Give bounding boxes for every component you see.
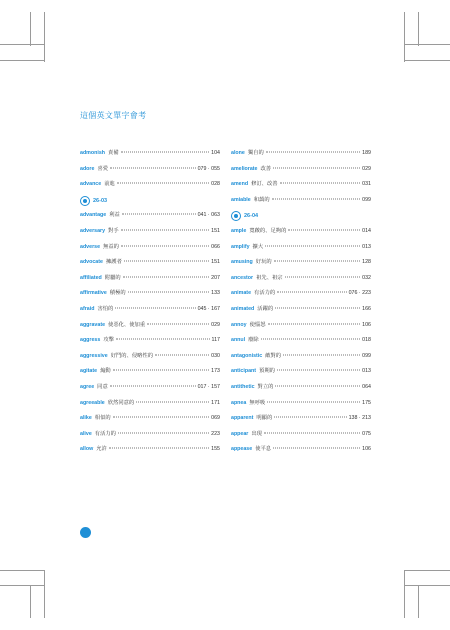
index-entry bbox=[80, 224, 220, 240]
entry-page: 031 bbox=[362, 181, 371, 188]
entry-page: 151 bbox=[211, 227, 220, 234]
entry-word: amend bbox=[231, 181, 249, 188]
entry-meaning: 擴大 bbox=[252, 243, 264, 250]
entry-page: 099 bbox=[362, 196, 371, 203]
entry-meaning: 擁護者 bbox=[105, 259, 122, 266]
entry-word: affirmative bbox=[80, 290, 107, 297]
index-entry bbox=[80, 208, 220, 224]
index-entry bbox=[231, 318, 371, 334]
entry-meaning: 對立的 bbox=[257, 383, 274, 390]
index-entry bbox=[231, 396, 371, 412]
dot-leader bbox=[121, 229, 210, 230]
crop-mark-top-left-v bbox=[44, 12, 45, 62]
index-entry bbox=[80, 411, 220, 427]
entry-word: ancestor bbox=[231, 274, 254, 281]
crop-mark-top-left-v2 bbox=[30, 12, 31, 46]
entry-word: apnea bbox=[231, 399, 247, 406]
entry-word: animate bbox=[231, 290, 252, 297]
section-header bbox=[80, 193, 220, 209]
entry-meaning: 害怕的 bbox=[97, 305, 114, 312]
dot-leader bbox=[285, 276, 361, 277]
index-entry bbox=[231, 380, 371, 396]
dot-leader bbox=[265, 245, 360, 246]
dot-leader bbox=[266, 152, 360, 153]
crop-mark-bottom-left-h bbox=[0, 585, 44, 586]
entry-meaning: 廢除 bbox=[248, 337, 259, 344]
entry-meaning: 欣然同意的 bbox=[107, 399, 135, 406]
crop-mark-bottom-left-h2 bbox=[0, 570, 44, 571]
index-entry bbox=[231, 162, 371, 178]
entry-page: 017 · 157 bbox=[197, 383, 220, 390]
index-entry bbox=[80, 271, 220, 287]
entry-word: antithetic bbox=[231, 383, 255, 390]
entry-page: 075 bbox=[362, 430, 371, 437]
entry-meaning: 有活力的 bbox=[94, 430, 116, 437]
entry-page: 064 bbox=[362, 383, 371, 390]
page-number-dot bbox=[80, 527, 91, 538]
entry-meaning: 明顯的 bbox=[256, 415, 273, 422]
index-entry bbox=[80, 240, 220, 256]
entry-word: agree bbox=[80, 383, 95, 390]
crop-mark-top-right-v bbox=[404, 12, 405, 62]
entry-word: affiliated bbox=[80, 274, 102, 281]
entry-meaning: 好玩的 bbox=[255, 259, 272, 266]
index-entry bbox=[231, 193, 371, 209]
entry-page: 029 bbox=[211, 321, 220, 328]
dot-leader bbox=[275, 307, 360, 308]
dot-leader bbox=[283, 354, 360, 355]
entry-page: 029 bbox=[362, 165, 371, 172]
entry-word: aggravate bbox=[80, 321, 106, 328]
entry-page: 030 bbox=[211, 352, 220, 359]
index-entry bbox=[80, 333, 220, 349]
dot-leader bbox=[288, 229, 360, 230]
index-column-right bbox=[231, 146, 371, 458]
entry-meaning: 出現 bbox=[251, 430, 262, 437]
entry-meaning: 改善 bbox=[260, 165, 272, 172]
entry-meaning: 無益的 bbox=[103, 243, 119, 250]
dot-leader bbox=[277, 292, 346, 293]
index-entry bbox=[80, 427, 220, 443]
dot-leader bbox=[277, 370, 360, 371]
index-entry bbox=[80, 286, 220, 302]
entry-page: 032 bbox=[362, 274, 371, 281]
dot-leader bbox=[123, 276, 209, 277]
dot-leader bbox=[118, 432, 209, 433]
dot-leader bbox=[280, 183, 361, 184]
dot-leader bbox=[124, 261, 209, 262]
index-entry bbox=[231, 271, 371, 287]
entry-page: 069 bbox=[211, 415, 220, 422]
entry-meaning: 修訂、改善 bbox=[251, 181, 278, 188]
entry-meaning: 使惱怒 bbox=[249, 321, 266, 328]
entry-word: agreeable bbox=[80, 399, 105, 406]
index-entry bbox=[231, 224, 371, 240]
entry-page: 173 bbox=[211, 368, 220, 375]
entry-word: alike bbox=[80, 415, 92, 422]
entry-word: anticipant bbox=[231, 368, 257, 375]
crop-mark-top-right-h bbox=[405, 44, 450, 45]
entry-meaning: 祖先、祖宗 bbox=[256, 274, 283, 281]
index-entry bbox=[231, 146, 371, 162]
crop-mark-bottom-right-h2 bbox=[405, 570, 450, 571]
entry-meaning: 對手 bbox=[108, 227, 119, 234]
entry-word: adversary bbox=[80, 227, 106, 234]
index-entry bbox=[231, 333, 371, 349]
crop-mark-top-left-h bbox=[0, 44, 44, 45]
crop-mark-top-right-v2 bbox=[418, 12, 419, 46]
entry-page: 104 bbox=[211, 150, 220, 156]
entry-word: alive bbox=[80, 430, 92, 437]
entry-meaning: 前進 bbox=[104, 181, 115, 188]
index-entry bbox=[231, 411, 371, 427]
entry-page: 133 bbox=[211, 290, 220, 297]
entry-meaning: 喜愛 bbox=[97, 165, 109, 172]
entry-page: 106 bbox=[362, 446, 371, 453]
entry-meaning: 無呼吸 bbox=[249, 399, 266, 406]
index-entry bbox=[231, 255, 371, 271]
entry-meaning: 敵對的 bbox=[265, 352, 282, 359]
entry-meaning: 附屬的 bbox=[104, 274, 121, 281]
entry-meaning: 煽動 bbox=[100, 368, 111, 375]
entry-meaning: 相似的 bbox=[94, 415, 111, 422]
entry-page: 013 bbox=[362, 243, 371, 250]
entry-meaning: 有活力的 bbox=[254, 290, 276, 297]
index-entry bbox=[231, 442, 371, 458]
dot-leader bbox=[273, 448, 360, 449]
entry-word: annoy bbox=[231, 321, 247, 328]
entry-meaning: 攻擊 bbox=[103, 337, 114, 344]
dot-leader bbox=[155, 354, 209, 355]
entry-word: appease bbox=[231, 446, 253, 453]
entry-page: 151 bbox=[211, 259, 220, 266]
index-entry bbox=[231, 364, 371, 380]
index-entry bbox=[231, 427, 371, 443]
dot-leader bbox=[116, 339, 210, 340]
dot-leader bbox=[121, 152, 210, 153]
index-entry bbox=[80, 380, 220, 396]
crop-mark-top-left-h2 bbox=[0, 60, 44, 61]
entry-page: 138 · 213 bbox=[348, 415, 371, 422]
dot-leader bbox=[136, 401, 209, 402]
entry-meaning: 責備 bbox=[108, 150, 119, 156]
dot-leader bbox=[267, 401, 360, 402]
index-entry bbox=[80, 302, 220, 318]
crop-mark-bottom-right-h bbox=[405, 585, 450, 586]
section-header bbox=[231, 208, 371, 224]
entry-page: 076 · 223 bbox=[348, 290, 371, 297]
section-label: 26-04 bbox=[244, 213, 259, 220]
index-entry bbox=[231, 286, 371, 302]
entry-meaning: 寬敞的、足夠的 bbox=[249, 227, 287, 234]
entry-word: advantage bbox=[80, 212, 107, 219]
dot-leader bbox=[110, 167, 196, 168]
entry-meaning: 允許 bbox=[96, 446, 107, 453]
index-entry bbox=[231, 240, 371, 256]
dot-leader bbox=[128, 292, 209, 293]
entry-meaning: 獨自的 bbox=[247, 150, 264, 156]
entry-page: 106 bbox=[362, 321, 371, 328]
entry-meaning: 活躍的 bbox=[257, 305, 274, 312]
dot-leader bbox=[109, 448, 209, 449]
crop-mark-bottom-right-v2 bbox=[418, 585, 419, 618]
entry-meaning: 使惡化、使加重 bbox=[108, 321, 146, 328]
entry-meaning: 利益 bbox=[109, 212, 120, 219]
entry-word: advance bbox=[80, 181, 102, 188]
entry-page: 099 bbox=[362, 352, 371, 359]
dot-leader bbox=[115, 307, 195, 308]
crop-mark-top-right-h2 bbox=[405, 60, 450, 61]
dot-leader bbox=[275, 385, 360, 386]
entry-word: alone bbox=[231, 150, 245, 156]
index-entry bbox=[80, 396, 220, 412]
entry-word: admonish bbox=[80, 150, 106, 156]
entry-page: 175 bbox=[362, 399, 371, 406]
entry-meaning: 積極的 bbox=[109, 290, 126, 297]
entry-page: 066 bbox=[211, 243, 220, 250]
dot-leader bbox=[268, 323, 361, 324]
entry-word: ameliorate bbox=[231, 165, 258, 172]
entry-page: 117 bbox=[211, 337, 220, 344]
index-entry bbox=[231, 177, 371, 193]
entry-word: antagonistic bbox=[231, 352, 263, 359]
entry-word: apparent bbox=[231, 415, 254, 422]
index-entry bbox=[231, 302, 371, 318]
entry-word: appear bbox=[231, 430, 249, 437]
entry-page: 014 bbox=[362, 227, 371, 234]
entry-word: amiable bbox=[231, 196, 251, 203]
index-entry bbox=[231, 349, 371, 365]
dot-leader bbox=[113, 370, 209, 371]
entry-meaning: 同意 bbox=[97, 383, 108, 390]
entry-word: aggressive bbox=[80, 352, 108, 359]
entry-word: ample bbox=[231, 227, 247, 234]
entry-page: 028 bbox=[211, 181, 220, 188]
dot-leader bbox=[264, 432, 360, 433]
entry-page: 018 bbox=[362, 337, 371, 344]
entry-page: 041 · 063 bbox=[197, 212, 220, 219]
entry-meaning: 好鬥的、侵略性的 bbox=[110, 352, 154, 359]
entry-meaning: 預期的 bbox=[259, 368, 275, 375]
entry-word: adverse bbox=[80, 243, 101, 250]
index-entry bbox=[80, 177, 220, 193]
crop-mark-bottom-right-v bbox=[404, 570, 405, 618]
index-entry bbox=[80, 349, 220, 365]
crop-mark-bottom-left-v2 bbox=[30, 585, 31, 618]
dot-leader bbox=[274, 417, 346, 418]
entry-meaning: 使平息 bbox=[255, 446, 272, 453]
entry-word: advocate bbox=[80, 259, 103, 266]
section-circle-icon bbox=[80, 196, 90, 206]
index-entry bbox=[80, 146, 220, 162]
dot-leader bbox=[272, 198, 361, 199]
entry-word: annul bbox=[231, 337, 246, 344]
entry-word: amplify bbox=[231, 243, 250, 250]
entry-word: animated bbox=[231, 305, 255, 312]
entry-page: 155 bbox=[211, 446, 220, 453]
crop-mark-bottom-left-v bbox=[44, 570, 45, 618]
page-title: 這個英文單字會考 bbox=[80, 111, 147, 120]
dot-leader bbox=[121, 245, 209, 246]
entry-word: agitate bbox=[80, 368, 98, 375]
dot-leader bbox=[273, 167, 360, 168]
index-column-left bbox=[80, 146, 220, 458]
section-label: 26-03 bbox=[93, 197, 108, 204]
dot-leader bbox=[274, 261, 360, 262]
entry-word: afraid bbox=[80, 305, 95, 312]
index-entry bbox=[80, 162, 220, 178]
index-entry bbox=[80, 364, 220, 380]
entry-word: aggress bbox=[80, 337, 101, 344]
entry-word: allow bbox=[80, 446, 94, 453]
dot-leader bbox=[122, 214, 196, 215]
entry-page: 189 bbox=[362, 150, 371, 156]
entry-page: 079 · 055 bbox=[197, 165, 220, 172]
dot-leader bbox=[110, 385, 196, 386]
dot-leader bbox=[113, 417, 209, 418]
entry-page: 045 · 167 bbox=[197, 305, 220, 312]
index-entry bbox=[80, 442, 220, 458]
dot-leader bbox=[147, 323, 209, 324]
entry-page: 128 bbox=[362, 259, 371, 266]
entry-page: 171 bbox=[211, 399, 220, 406]
dot-leader bbox=[117, 183, 209, 184]
section-circle-icon bbox=[231, 211, 241, 221]
entry-page: 013 bbox=[362, 368, 371, 375]
entry-word: adore bbox=[80, 165, 95, 172]
entry-page: 207 bbox=[211, 274, 220, 281]
entry-meaning: 和藹的 bbox=[253, 196, 270, 203]
entry-page: 166 bbox=[362, 305, 371, 312]
index-entry bbox=[80, 318, 220, 334]
dot-leader bbox=[261, 339, 360, 340]
entry-word: amusing bbox=[231, 259, 253, 266]
index-entry bbox=[80, 255, 220, 271]
entry-page: 223 bbox=[211, 430, 220, 437]
